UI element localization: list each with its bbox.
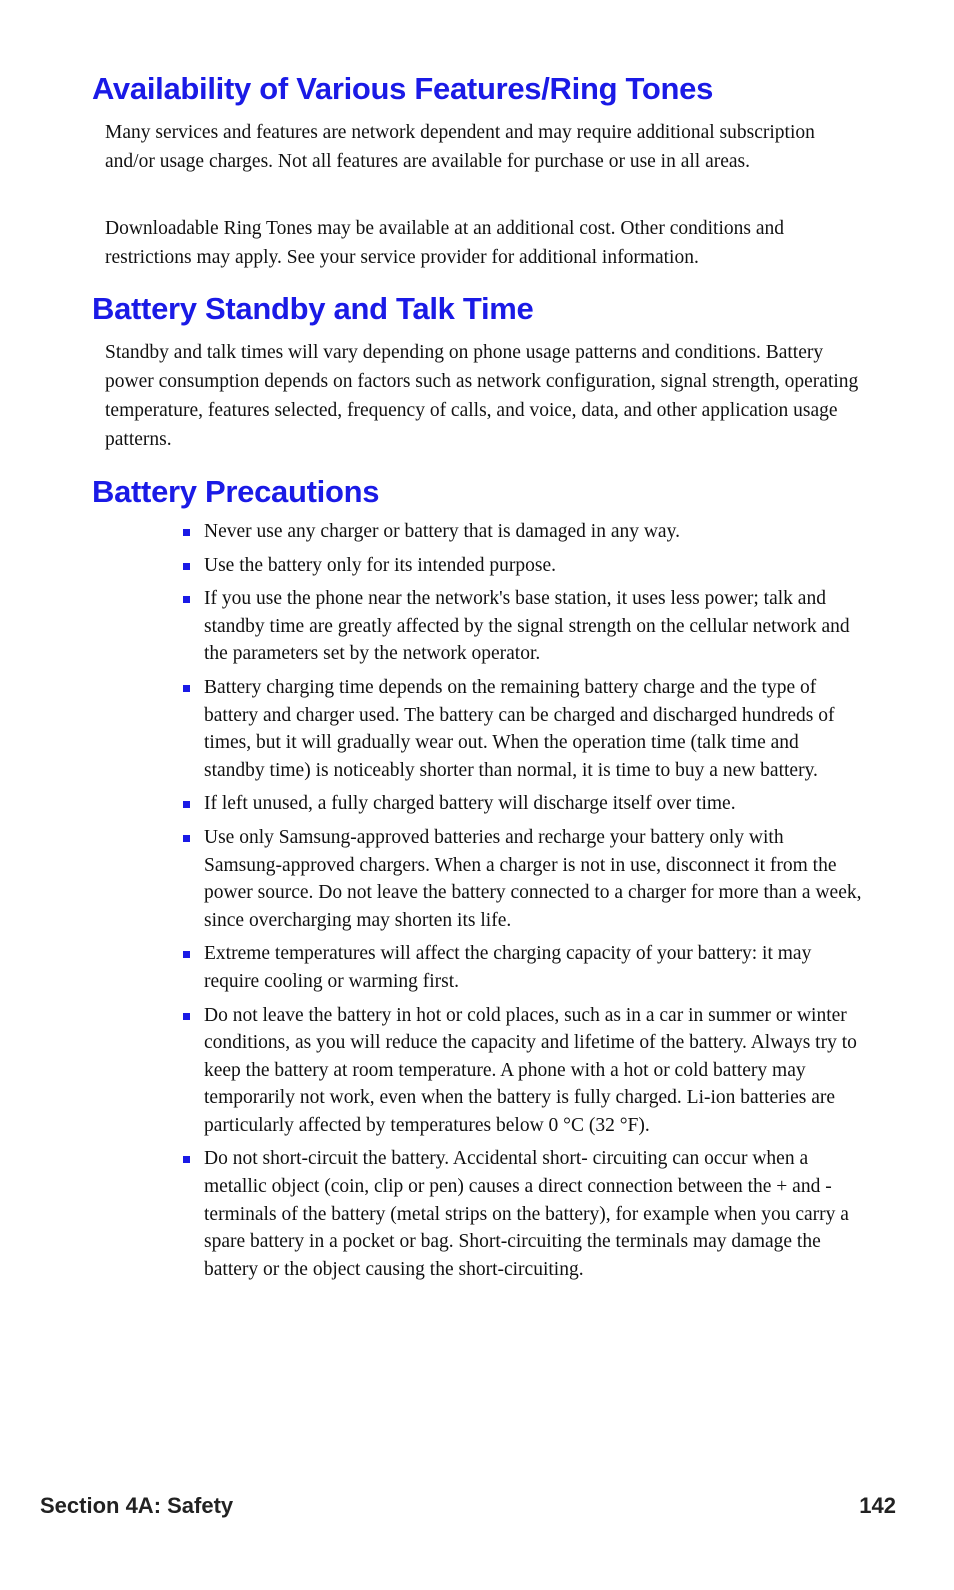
list-item-text: Use the battery only for its intended purpose. — [204, 554, 556, 576]
battery-precautions-list — [183, 518, 863, 1289]
square-bullet-icon — [183, 596, 190, 603]
square-bullet-icon — [183, 1156, 190, 1163]
list-item — [183, 824, 863, 934]
footer-section-label: Section 4A: Safety — [40, 1493, 234, 1518]
list-item-text: Extreme temperatures will affect the charging capacity of your battery: it may require cooling or warming first. — [204, 943, 812, 992]
list-item-text: Use only Samsung-approved batteries and recharge your battery only with Samsung-approved chargers. When a charger is not in use, disconnect it from the power source. Do not leave the battery connected to a charger for more than a week, since overcharging may shorten its life. — [204, 826, 862, 931]
square-bullet-icon — [183, 529, 190, 536]
list-item — [183, 674, 863, 784]
list-item — [183, 585, 863, 668]
list-item — [183, 790, 863, 818]
list-item — [183, 518, 863, 546]
paragraph-battery-standby: Standby and talk times will vary depending on phone usage patterns and conditions. Battery power consumption depends on factors such as network configuration, signal strength, operating temperature, features selected, frequency of calls, and voice, data, and other application usage patterns. — [105, 342, 859, 450]
list-item-text: If left unused, a fully charged battery will discharge itself over time. — [204, 793, 736, 815]
square-bullet-icon — [183, 685, 190, 692]
list-item — [183, 1145, 863, 1283]
square-bullet-icon — [183, 801, 190, 808]
list-item — [183, 552, 863, 580]
list-item — [183, 1002, 863, 1140]
list-item-text: If you use the phone near the network's base station, it uses less power; talk and standby time are greatly affected by the signal strength on the cellular network and the parameters set by the network operator. — [204, 588, 850, 665]
paragraph-availability-services: Many services and features are network dependent and may require additional subscription and/or usage charges. Not all features are available for purchase or use in all areas. — [105, 122, 815, 172]
heading-battery-standby: Battery Standby and Talk Time — [92, 291, 534, 326]
square-bullet-icon — [183, 563, 190, 570]
list-item — [183, 940, 863, 995]
heading-availability: Availability of Various Features/Ring Tones — [92, 71, 714, 106]
square-bullet-icon — [183, 951, 190, 958]
list-item-text: Do not short-circuit the battery. Accidental short- circuiting can occur when a metallic object (coin, clip or pen) causes a direct connection between the + and - terminals of the battery (metal strips on the battery), for example when you carry a spare battery in a pocket or bag. Short-circuiting the terminals may damage the battery or the object causing the short-circuiting. — [204, 1148, 849, 1280]
paragraph-availability-ringtones: Downloadable Ring Tones may be available at an additional cost. Other conditions and restrictions may apply. See your service provider for additional information. — [105, 218, 784, 268]
heading-battery-precautions: Battery Precautions — [92, 474, 380, 509]
square-bullet-icon — [183, 1013, 190, 1020]
list-item-text: Do not leave the battery in hot or cold places, such as in a car in summer or winter conditions, as you will reduce the capacity and lifetime of the battery. Always try to keep the battery at room temperature. A phone with a hot or cold battery may temporarily not work, even when the battery is fully charged. Li-ion batteries are particularly affected by temperatures below 0 °C (32 °F). — [204, 1004, 857, 1136]
footer-page-number: 142 — [859, 1493, 896, 1518]
square-bullet-icon — [183, 835, 190, 842]
list-item-text: Never use any charger or battery that is damaged in any way. — [204, 521, 680, 542]
list-item-text: Battery charging time depends on the remaining battery charge and the type of battery and charger used. The battery can be charged and discharged hundreds of times, but it will gradually wear out. When the operation time (talk time and standby time) is noticeably shorter than normal, it is time to buy a new battery. — [204, 676, 835, 781]
